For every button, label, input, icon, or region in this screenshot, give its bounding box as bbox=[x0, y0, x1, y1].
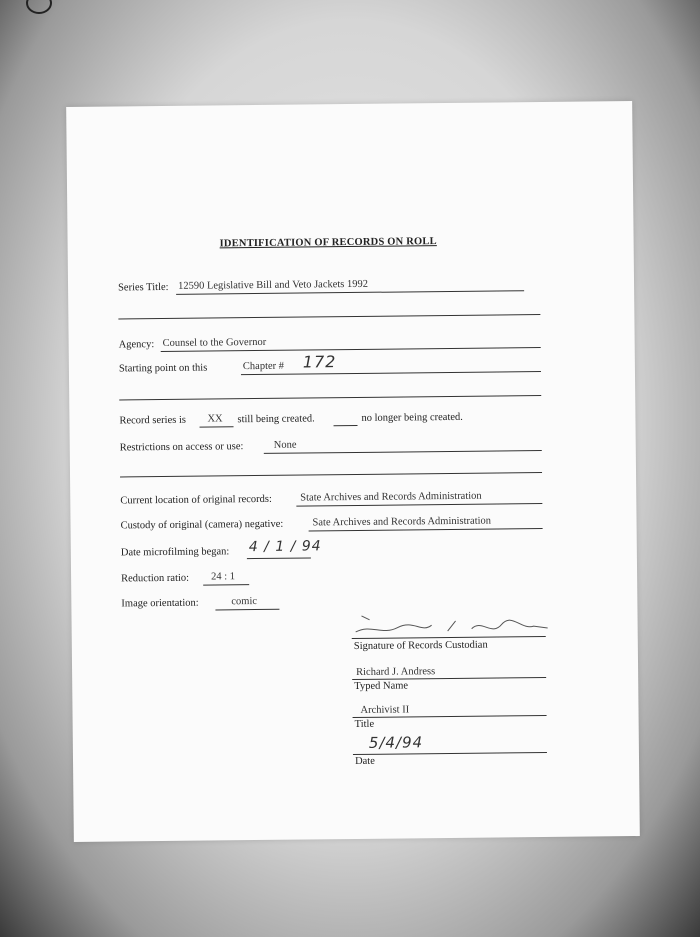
form-sheet bbox=[66, 101, 640, 842]
orientation-label: Image orientation: bbox=[121, 597, 199, 610]
reduction-value: 24 : 1 bbox=[211, 571, 236, 583]
date-label: Date bbox=[354, 755, 375, 767]
date-line bbox=[353, 752, 547, 755]
orientation-line bbox=[215, 609, 279, 611]
agency-label: Agency: bbox=[118, 339, 155, 351]
date-began-value: 4 / 1 / 94 bbox=[248, 538, 322, 556]
record-series-label: Record series is bbox=[119, 414, 186, 427]
starting-point-value: Chapter # bbox=[242, 360, 285, 373]
title-value: Archivist II bbox=[360, 704, 410, 716]
typed-name-value: Richard J. Andress bbox=[356, 666, 436, 678]
current-location-label: Current location of original records: bbox=[120, 493, 272, 507]
form-title: IDENTIFICATION OF RECORDS ON ROLL bbox=[219, 236, 437, 250]
starting-point-line bbox=[241, 371, 541, 375]
still-created-text: still being created. bbox=[237, 413, 315, 426]
series-title-label: Series Title: bbox=[118, 281, 169, 294]
reduction-line bbox=[203, 584, 249, 585]
restrictions-value: None bbox=[273, 439, 297, 451]
starting-point-handwritten: 172 bbox=[302, 352, 337, 372]
date-began-line bbox=[247, 557, 311, 559]
title-label: Title bbox=[354, 718, 375, 730]
starting-point-line-2 bbox=[119, 395, 541, 400]
date-began-label: Date microfilming began: bbox=[120, 546, 230, 559]
record-series-value: XX bbox=[207, 413, 223, 425]
date-value: 5/4/94 bbox=[368, 733, 424, 752]
orientation-value: comic bbox=[231, 596, 258, 608]
no-longer-line bbox=[334, 425, 358, 426]
current-location-line bbox=[296, 503, 542, 507]
restrictions-label: Restrictions on access or use: bbox=[119, 441, 244, 454]
starting-point-label: Starting point on this bbox=[118, 362, 208, 375]
no-longer-created-text: no longer being created. bbox=[361, 411, 463, 424]
series-title-value: 12590 Legislative Bill and Veto Jackets 1992 bbox=[177, 278, 369, 292]
restrictions-line-2 bbox=[120, 472, 542, 477]
record-series-line bbox=[200, 426, 234, 427]
agency-value: Counsel to the Governor bbox=[162, 336, 267, 349]
custody-line bbox=[309, 528, 543, 531]
reduction-label: Reduction ratio: bbox=[121, 572, 190, 585]
signature-label: Signature of Records Custodian bbox=[353, 639, 488, 653]
series-title-line-2 bbox=[118, 314, 540, 319]
typed-name-label: Typed Name bbox=[354, 680, 409, 692]
custody-label: Custody of original (camera) negative: bbox=[120, 518, 284, 532]
current-location-value: State Archives and Records Administration bbox=[300, 490, 482, 504]
restrictions-line bbox=[264, 450, 542, 454]
custody-value: Sate Archives and Records Administration bbox=[312, 515, 492, 529]
corner-mark bbox=[26, 0, 52, 14]
